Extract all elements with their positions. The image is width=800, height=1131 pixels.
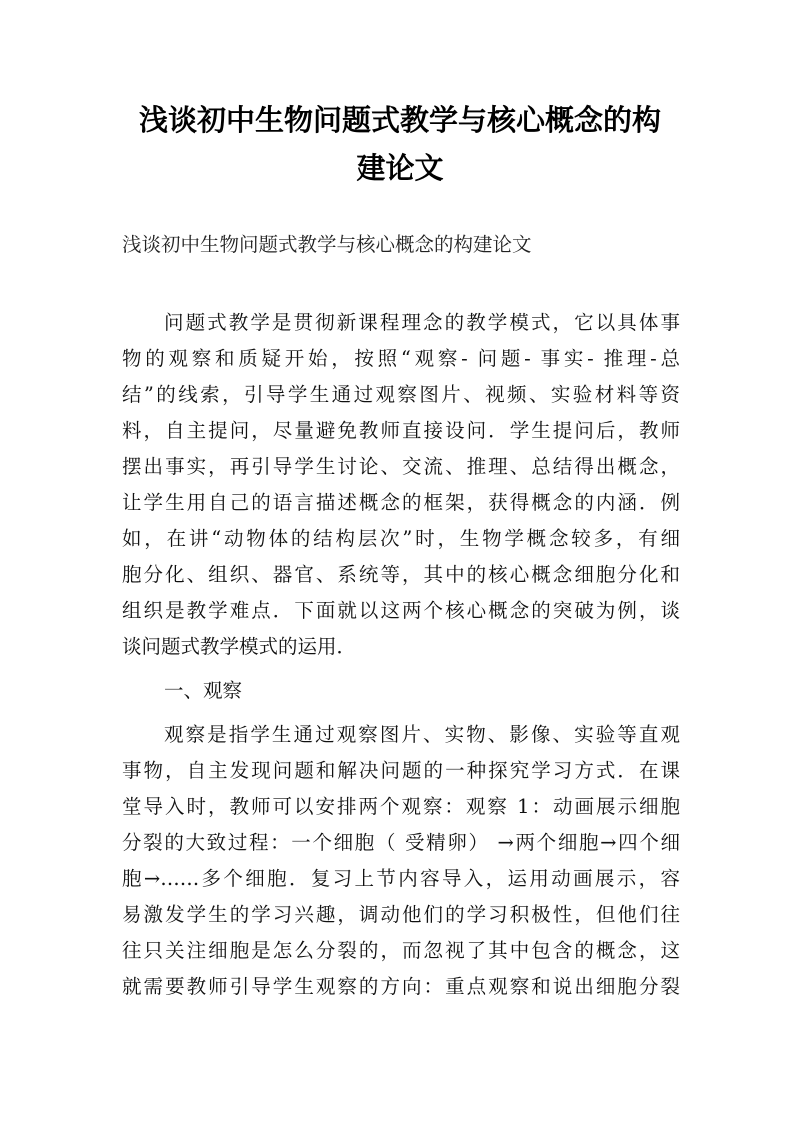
paragraph-2-line: 观察是指学生通过观察图片、实物、影像、实验等直观 (164, 723, 680, 746)
paragraph-1-line: 让学生用自己的语言描述概念的框架，获得概念的内涵．例 (122, 491, 680, 514)
paragraph-2-line: 事物，自主发现问题和解决问题的一种探究学习方式．在课 (122, 759, 680, 782)
paragraph-1-line: 问题式教学是贯彻新课程理念的教学模式，它以具体事 (164, 311, 680, 334)
paragraph-2-line: 易激发学生的学习兴趣，调动他们的学习积极性，但他们往 (122, 903, 680, 926)
paragraph-1-line: 物的观察和质疑开始，按照“观察- 问题- 事实- 推理-总 (122, 347, 680, 370)
section-heading: 一、观察 (164, 679, 243, 702)
paragraph-1-line: 组织是教学难点．下面就以这两个核心概念的突破为例，谈 (122, 599, 680, 622)
document-subtitle: 浅谈初中生物问题式教学与核心概念的构建论文 (122, 233, 532, 256)
document-title-line-1: 浅谈初中生物问题式教学与核心概念的构 (138, 103, 661, 137)
paragraph-2-line: 分裂的大致过程：一个细胞（ 受精卵） →两个细胞→四个细 (122, 831, 680, 854)
paragraph-1-line: 摆出事实，再引导学生讨论、交流、推理、总结得出概念， (122, 455, 680, 478)
document-title-line-2: 建论文 (356, 151, 444, 185)
paragraph-1-line: 结”的线索，引导学生通过观察图片、视频、实验材料等资 (122, 383, 680, 406)
paragraph-2-line: 胞→……多个细胞．复习上节内容导入，运用动画展示，容 (122, 867, 680, 890)
paragraph-2-line: 就需要教师引导学生观察的方向：重点观察和说出细胞分裂 (122, 975, 680, 998)
paragraph-2-line: 堂导入时，教师可以安排两个观察：观察 1：动画展示细胞 (122, 795, 680, 818)
paragraph-1-line: 如，在讲“动物体的结构层次”时，生物学概念较多，有细 (122, 527, 680, 550)
paragraph-1-line: 谈问题式教学模式的运用． (122, 635, 357, 658)
paragraph-2-line: 往只关注细胞是怎么分裂的，而忽视了其中包含的概念，这 (122, 939, 680, 962)
paragraph-1-line: 胞分化、组织、器官、系统等，其中的核心概念细胞分化和 (122, 563, 680, 586)
paragraph-1-line: 料，自主提问，尽量避免教师直接设问．学生提问后，教师 (122, 419, 680, 442)
